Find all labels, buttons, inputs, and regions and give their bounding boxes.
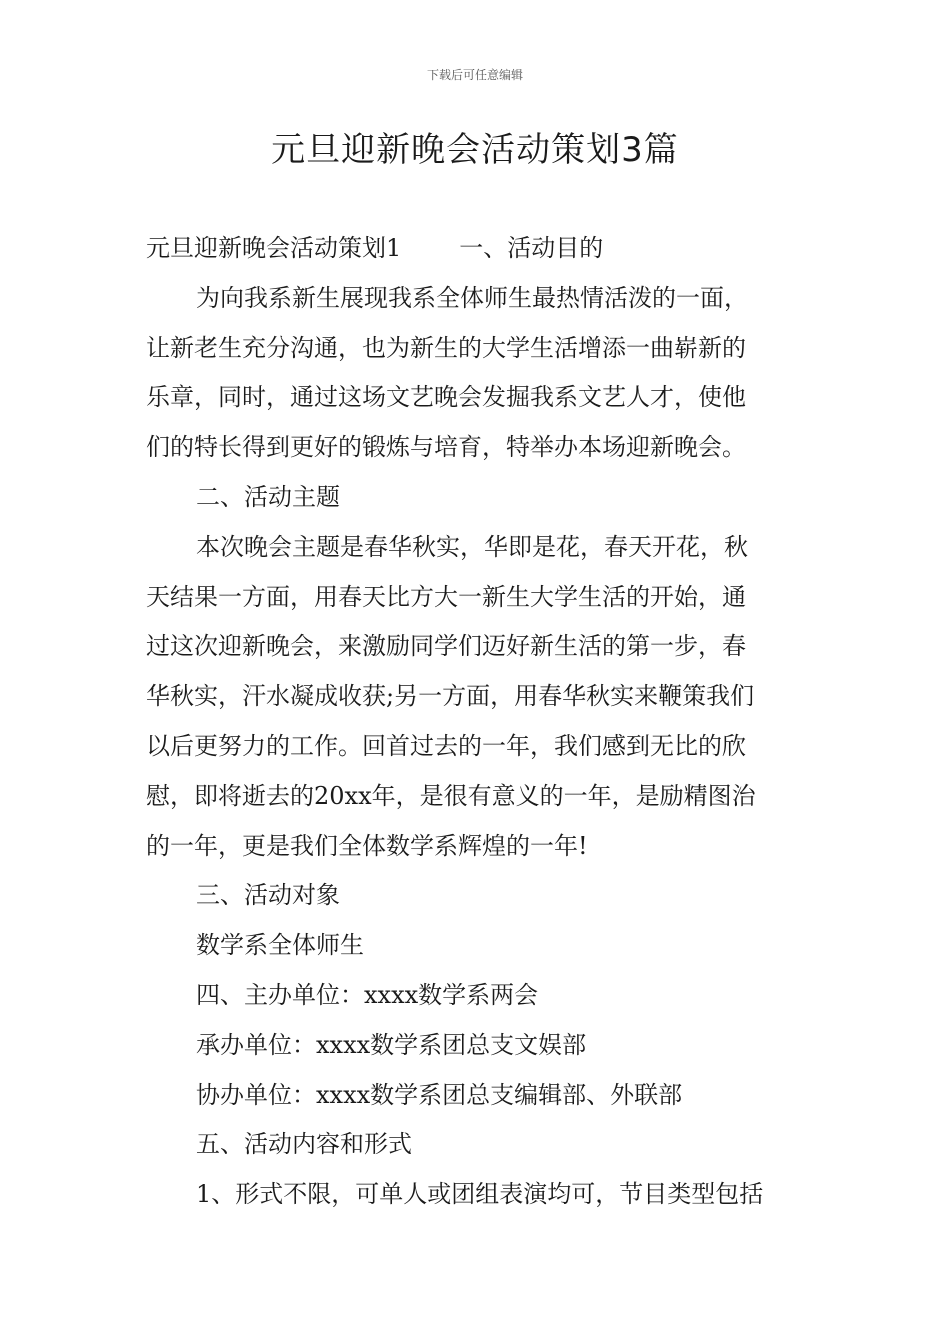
intro-line [146, 224, 808, 274]
paragraph-line: 为向我系新生展现我系全体师生最热情活泼的一面， [196, 283, 748, 312]
paragraph-line: 华秋实，汗水凝成收获;另一方面，用春华秋实来鞭策我们 [146, 682, 755, 711]
paragraph-line: 慰，即将逝去的20xx年，是很有意义的一年，是励精图治 [146, 781, 756, 810]
paragraph-line: 过这次迎新晚会，来激励同学们迈好新生活的第一步，春 [146, 632, 746, 661]
intro-subtitle: 元旦迎新晚会活动策划1 [146, 234, 402, 262]
paragraph-line: 以后更努力的工作。回首过去的一年，我们感到无比的欣 [146, 731, 746, 760]
paragraph-line: 本次晚会主题是春华秋实，华即是花，春天开花，秋 [196, 532, 748, 561]
paragraph-line: 的一年，更是我们全体数学系辉煌的一年! [146, 831, 588, 860]
paragraph-line: 承办单位：xxxx数学系团总支文娱部 [196, 1030, 587, 1059]
section-heading: 四、主办单位：xxxx数学系两会 [196, 980, 539, 1009]
paragraph-line: 数学系全体师生 [196, 931, 364, 960]
document-title: 元旦迎新晚会活动策划3篇 [271, 130, 679, 170]
document-body [146, 224, 808, 1220]
section-heading: 三、活动对象 [196, 881, 340, 910]
paragraph-line: 让新老生充分沟通，也为新生的大学生活增添一曲崭新的 [146, 333, 746, 362]
paragraph-line: 协办单位：xxxx数学系团总支编辑部、外联部 [196, 1080, 683, 1109]
paragraph-line: 天结果一方面，用春天比方大一新生大学生活的开始，通 [146, 582, 746, 611]
paragraph-line: 1、形式不限，可单人或团组表演均可，节目类型包括 [196, 1180, 764, 1209]
paragraph-line: 乐章，同时，通过这场文艺晚会发掘我系文艺人才，使他 [146, 383, 746, 412]
section-heading: 二、活动主题 [196, 482, 340, 511]
header-note: 下载后可任意编辑 [426, 68, 523, 82]
section-heading: 五、活动内容和形式 [196, 1130, 412, 1159]
intro-first-heading: 一、活动目的 [459, 234, 604, 262]
paragraph-line: 们的特长得到更好的锻炼与培育，特举办本场迎新晚会。 [146, 433, 746, 462]
